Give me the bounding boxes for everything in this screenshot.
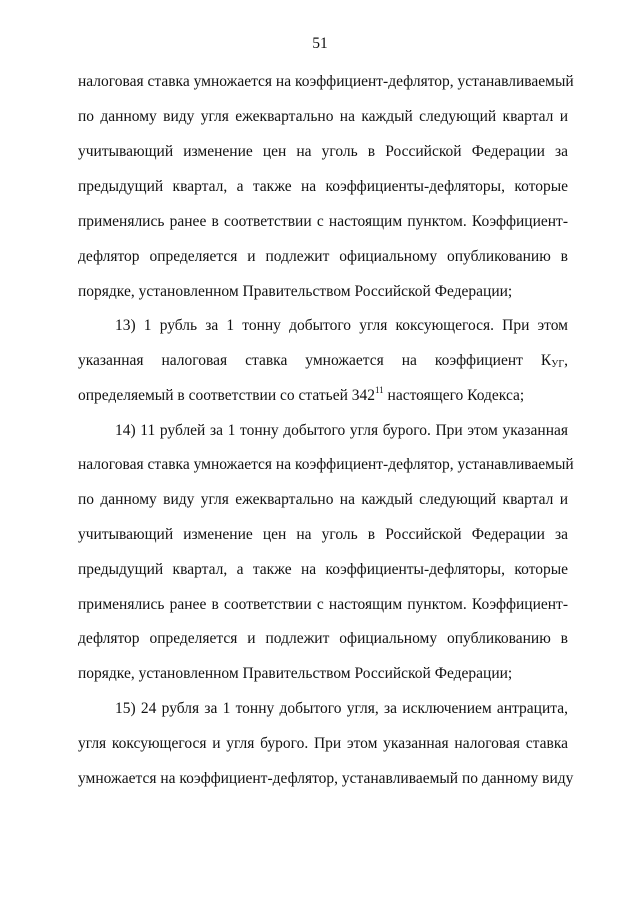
page-number: 51 bbox=[312, 35, 328, 52]
text-fragment: , bbox=[564, 352, 568, 369]
text-fragment: настоящего Кодекса; bbox=[383, 387, 525, 404]
text-line: 13) 1 рубль за 1 тонну добытого угля коксующегося. При этом bbox=[115, 317, 568, 334]
text-line: по данному виду угля ежеквартально на каждый следующий квартал и bbox=[78, 491, 568, 508]
text-line: учитывающий изменение цен на уголь в Российской Федерации за bbox=[78, 143, 568, 160]
text-line: порядке, установленном Правительством Российской Федерации; bbox=[78, 283, 513, 300]
text-line bbox=[78, 351, 568, 371]
subscript: УГ bbox=[551, 359, 565, 370]
text-line: предыдущий квартал, а также на коэффициенты-дефляторы, которые bbox=[78, 561, 568, 578]
text-line: применялись ранее в соответствии с настоящим пунктом. Коэффициент- bbox=[78, 213, 568, 230]
text-line: дефлятор определяется и подлежит официальному опубликованию в bbox=[78, 630, 568, 647]
text-fragment: указанная налоговая ставка умножается на коэффициент К bbox=[78, 352, 552, 369]
text-line: умножается на коэффициент-дефлятор, устанавливаемый по данному виду bbox=[78, 770, 574, 787]
superscript: 11 bbox=[375, 385, 384, 395]
text-line: предыдущий квартал, а также на коэффициенты-дефляторы, которые bbox=[78, 178, 568, 195]
text-line bbox=[78, 386, 568, 406]
text-line: учитывающий изменение цен на уголь в Российской Федерации за bbox=[78, 526, 568, 543]
text-line: дефлятор определяется и подлежит официальному опубликованию в bbox=[78, 248, 568, 265]
text-line: налоговая ставка умножается на коэффициент-дефлятор, устанавливаемый bbox=[78, 456, 574, 473]
text-line: применялись ранее в соответствии с настоящим пунктом. Коэффициент- bbox=[78, 596, 568, 613]
text-line: угля коксующегося и угля бурого. При этом указанная налоговая ставка bbox=[78, 735, 568, 752]
text-line: 15) 24 рубля за 1 тонну добытого угля, за исключением антрацита, bbox=[115, 700, 568, 717]
text-line: по данному виду угля ежеквартально на каждый следующий квартал и bbox=[78, 108, 568, 125]
text-fragment: определяемый в соответствии со статьей 342 bbox=[78, 387, 375, 404]
text-line: порядке, установленном Правительством Российской Федерации; bbox=[78, 665, 513, 682]
text-line: 14) 11 рублей за 1 тонну добытого угля бурого. При этом указанная bbox=[115, 422, 568, 439]
text-line: налоговая ставка умножается на коэффициент-дефлятор, устанавливаемый bbox=[78, 73, 574, 90]
